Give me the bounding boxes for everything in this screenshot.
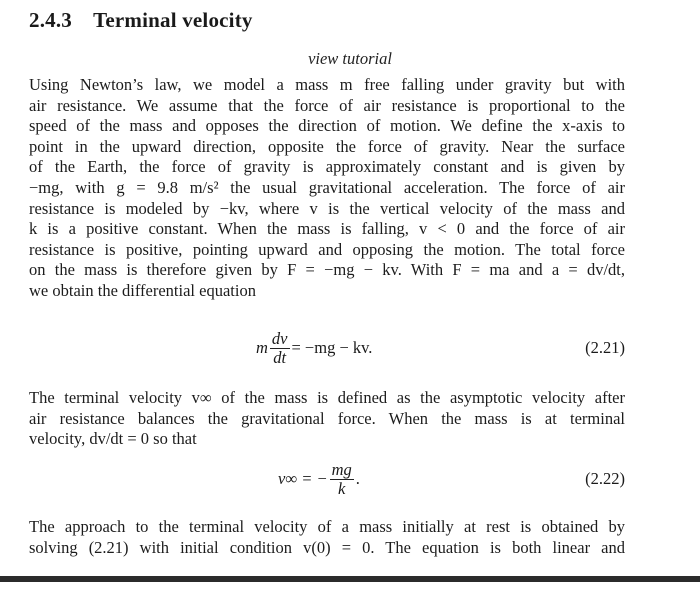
equation-number: (2.21) <box>585 338 625 357</box>
paragraph-line: point in the upward direction, opposite the force of gravity. Near the surface <box>29 136 625 156</box>
equation-lhs-prefix: m <box>256 338 268 357</box>
paragraph-line: velocity, dv/dt = 0 so that <box>29 429 197 449</box>
paragraph-line: The terminal velocity v∞ of the mass is defined as the asymptotic velocity after <box>29 388 625 407</box>
fraction-denominator: k <box>338 478 346 498</box>
equation-body <box>256 326 372 370</box>
fraction-denominator: dt <box>273 347 287 367</box>
paragraph-newton-model <box>29 75 625 302</box>
fraction-numerator: dv <box>271 328 288 348</box>
equation-body <box>278 456 360 502</box>
view-tutorial-link[interactable]: view tutorial <box>308 49 392 68</box>
paragraph-line: resistance is modeled by −kv, where v is the vertical velocity of the mass and <box>29 198 625 218</box>
paragraph-line: air resistance balances the gravitational force. When the mass is at terminal <box>29 408 625 428</box>
paragraph-line: k is a positive constant. When the mass is falling, v < 0 and the force of air <box>29 219 625 239</box>
fraction-mg-k <box>330 461 354 498</box>
paragraph-terminal-velocity <box>29 388 625 450</box>
fraction-numerator: mg <box>331 459 352 479</box>
paragraph-line: −mg, with g = 9.8 m/s² the usual gravitational acceleration. The force of air <box>29 177 625 197</box>
page-bottom-divider <box>0 576 700 582</box>
section-heading <box>29 8 253 33</box>
equation-rhs: = −mg − kv. <box>291 338 373 357</box>
paragraph-line: solving (2.21) with initial condition v(0) = 0. The equation is both linear and <box>29 537 625 557</box>
equation-number: (2.22) <box>585 469 625 488</box>
paragraph-approach <box>29 517 625 558</box>
equation-2-22 <box>0 456 700 502</box>
paragraph-line: of the Earth, the force of gravity is approximately constant and is given by <box>29 157 625 177</box>
paragraph-line: resistance is positive, pointing upward and opposing the motion. The total force <box>29 239 625 259</box>
equation-suffix: . <box>355 469 360 488</box>
equation-lhs: v∞ = − <box>278 469 328 488</box>
fraction-dv-dt <box>270 330 290 367</box>
paragraph-line: on the mass is therefore given by F = −mg − kv. With F = ma and a = dv/dt, <box>29 260 625 280</box>
section-number: 2.4.3 <box>29 8 72 32</box>
paragraph-line: we obtain the differential equation <box>29 280 256 300</box>
paragraph-line: Using Newton’s law, we model a mass m free falling under gravity but with <box>29 75 625 94</box>
paragraph-line: speed of the mass and opposes the direction of motion. We define the x-axis to <box>29 116 625 136</box>
paragraph-line: air resistance. We assume that the force of air resistance is proportional to the <box>29 95 625 115</box>
equation-2-21 <box>0 326 700 370</box>
section-title: Terminal velocity <box>93 8 253 32</box>
paragraph-line: The approach to the terminal velocity of a mass initially at rest is obtained by <box>29 517 625 536</box>
